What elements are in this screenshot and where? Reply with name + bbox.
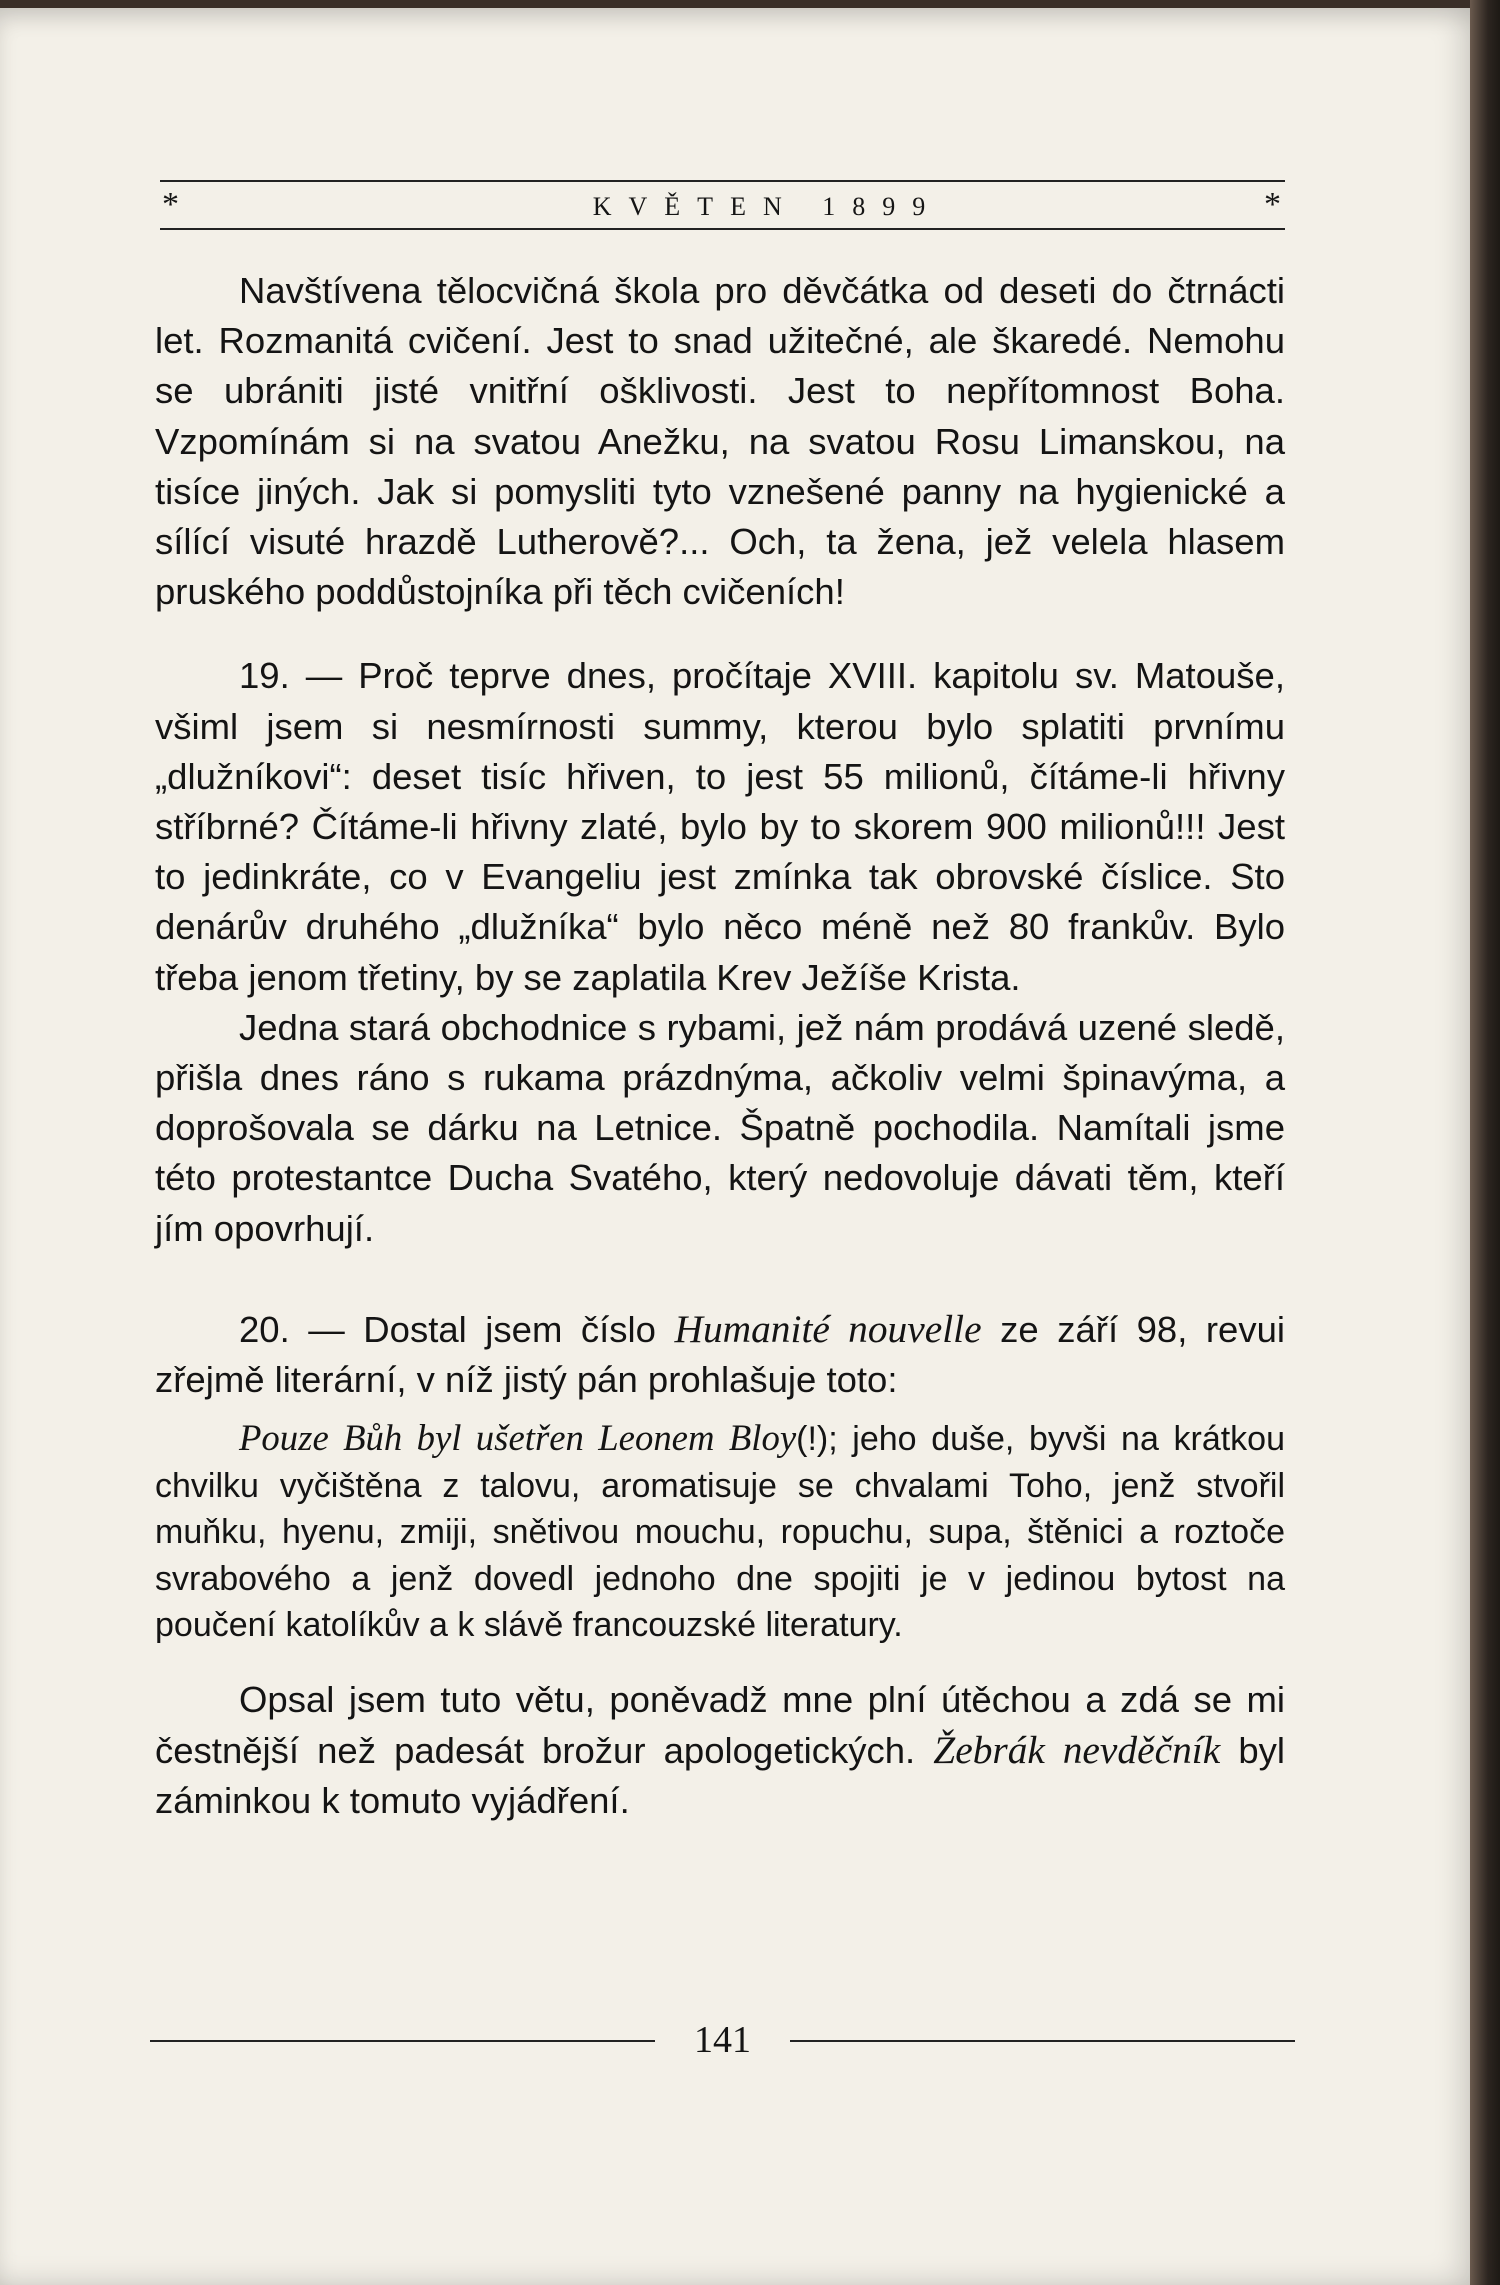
quotation-rest: (!); jeho duše, byvši na krátkou chvilku vyčištěna z talovu, aromatisuje se chvalami Toho, jenž stvořil muňku, hyenu, zmiji, snětivou mouchu, ropuchu, supa, štěnici a roztoče svrabového a jenž dovedl jednoho dne spojiti je v jedinou bytost na poučení katolíkův a k slávě francouzské literatury. (155, 1420, 1285, 1645)
page-footer (150, 2010, 1295, 2070)
quotation (155, 1415, 1285, 1649)
paragraph-20-lead: 20. — Dostal jsem číslo (239, 1308, 675, 1350)
page-body (155, 266, 1285, 1826)
paragraph-19: 19. — Proč teprve dnes, pročítaje XVIII. kapitolu sv. Matouše, všiml jsem si nesmírnosti summy, kterou bylo splatiti prvnímu „dlužníkovi“: deset tisíc hřiven, to jest 55 milionů, čítáme-li hřivny stříbrné? Čítáme-li hřivny zlaté, bylo by to skorem 900 milionů!!! Jest to jedinkráte, co v Evangeliu jest zmínka tak obrovské číslice. Sto denárův druhého „dlužníka“ bylo něco méně než 80 frankův. Bylo třeba jenom třetiny, by se zaplatila Krev Ježíše Krista. (155, 655, 1285, 998)
header-star-right: * (1264, 186, 1281, 223)
quotation-lead: Pouze Bůh byl ušetřen Leonem Bloy (239, 1417, 797, 1459)
journal-title: Humanité nouvelle (674, 1306, 982, 1351)
footer-rule-right (790, 2040, 1295, 2042)
paragraph-20-rest: ze září 98, revui zřejmě literární, v níž jistý pán prohlašuje toto: (155, 1308, 1286, 1401)
page-number: 141 (694, 2019, 751, 2061)
header-star-left: * (162, 186, 179, 223)
paragraph-fishwife: Jedna stará obchodnice s rybami, jež nám prodává uzené sledě, přišla dnes ráno s rukama prázdnýma, ačkoliv velmi špinavýma, a doprošovala se dárku na Letnice. Špatně pochodila. Namítali jsme této protestantce Ducha Svatého, který nedovoluje dávati těm, kteří jím opovrhují. (155, 1006, 1285, 1249)
closing-rest: byl záminkou k tomuto vyjádření. (155, 1729, 1285, 1822)
book-title: Žebrák nevděčník (933, 1727, 1221, 1772)
paragraph-gymnasium: Navštívena tělocvičná škola pro děvčátka od deseti do čtrnácti let. Rozmanitá cvičení. Jest to snad užitečné, ale škaredé. Nemohu se ubrániti jisté vnitřní ošklivosti. Jest to nepřítomnost Boha. Vzpomínám si na svatou Anežku, na svatou Rosu Limanskou, na tisíce jiných. Jak si pomysliti tyto vznešené panny na hygienické a sílící visuté hrazdě Lutherově?... Och, ta žena, jež velela hlasem pruského poddůstojníka při těch cvičeních! (155, 270, 1285, 613)
paragraph-20 (155, 1304, 1285, 1405)
closing-lead: Opsal jsem tuto větu, poněvadž mne plní útěchou a zdá se mi čestnější než padesát brožur apologetických. (155, 1678, 1285, 1771)
running-header (160, 180, 1285, 230)
book-page (0, 8, 1482, 2285)
header-title: KVĚTEN 1899 (592, 192, 943, 221)
paragraph-closing (155, 1675, 1285, 1827)
page-edge-shadow (1470, 0, 1500, 2285)
footer-rule-left (150, 2040, 655, 2042)
